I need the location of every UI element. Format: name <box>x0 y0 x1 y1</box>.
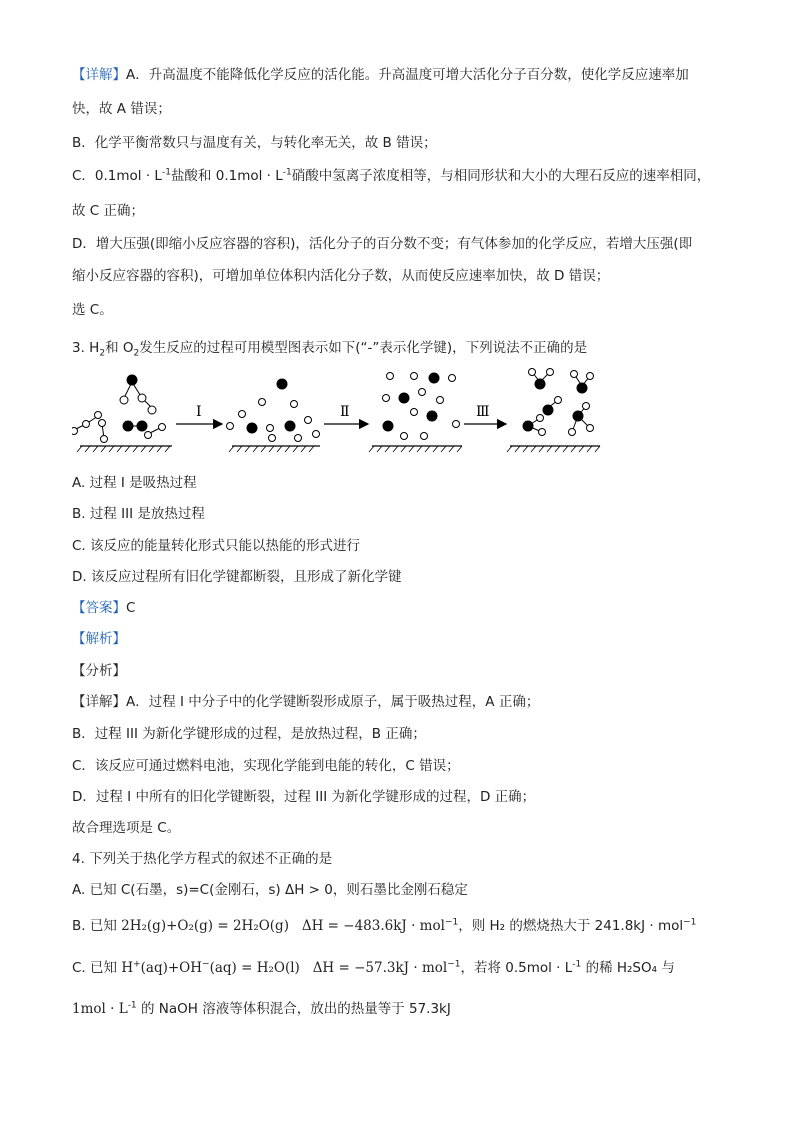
option-d: D. 该反应过程所有旧化学键都断裂，且形成了新化学键 <box>72 569 402 585</box>
question-4-stem: 4. 下列关于热化学方程式的叙述不正确的是 <box>72 851 333 867</box>
q3-detail-1: 【详解】A．过程 I 中分子中的化学键断裂形成原子，属于吸热过程，A 正确； <box>72 694 540 710</box>
option-a: A. 过程 I 是吸热过程 <box>72 475 197 491</box>
q3-detail-2: B．过程 III 为新化学键形成的过程，是放热过程，B 正确； <box>72 726 426 742</box>
question-3-stem: 3. $H_2$和 $O_2$发生反应的过程可用模型图表示如下(“-”表示化学键)，下列说法不正确的是 <box>72 340 588 359</box>
stage-4-atoms <box>523 369 594 436</box>
q4-option-c: C. 已知 H+(aq)+OH−(aq) = H₂O(l) ΔH = −57.3kJ · mol$^{-1}$，若将 $0.5mol \cdot L^{-1}$ 的稀 H₂SO₄ 与 <box>72 959 675 976</box>
detail-line-5: 故 C 正确； <box>72 203 145 219</box>
analysis-label: 【解析】 <box>72 631 126 647</box>
stage-3-atoms <box>383 373 460 440</box>
q4-option-b: B. 已知 2H₂(g)+O₂(g) = 2H₂O(g) ΔH = −483.6kJ · mol$^{-1}$，则 H₂ 的燃烧热大于 241.8kJ · mol$^{-1}$ <box>72 917 697 934</box>
reaction-model-diagram <box>72 368 612 466</box>
stage-2-atoms <box>227 379 320 442</box>
detail-line-6: D．增大压强(即缩小反应容器的容积)，活化分子的百分数不变；有气体参加的化学反应，若增大压强(即 <box>72 236 693 252</box>
detail-line-1: 【详解】A．升高温度不能降低化学反应的活化能。升高温度可增大活化分子百分数，使化学反应速率加 <box>72 67 689 83</box>
detail-line-4: C．$0.1mol \cdot L^{-1}$盐酸和 $0.1mol \cdot L^{-1}$硝酸中氢离子浓度相等，与相同形状和大小的大理石反应的速率相同， <box>72 167 711 184</box>
surface-hatching <box>77 446 600 452</box>
answer-value: C <box>126 600 136 616</box>
detail-line-8: 选 C。 <box>72 302 113 318</box>
q3-detail-3: C．该反应可通过燃料电池，实现化学能到电能的转化，C 错误； <box>72 758 460 774</box>
step-1-label: I <box>196 404 202 420</box>
stage-1-molecules <box>74 380 160 438</box>
q4-option-a: A. 已知 C(石墨，s)=C(金刚石，s) ΔH > 0，则石墨比金刚石稳定 <box>72 882 468 898</box>
detail-line-7: 缩小反应容器的容积)，可增加单位体积内活化分子数，从而使反应速率加快，故 D 错误； <box>72 268 610 284</box>
answer-line <box>72 599 135 617</box>
detail-line-2: 快，故 A 错误； <box>72 101 171 117</box>
q3-detail-4: D．过程 I 中所有的旧化学键断裂，过程 III 为新化学键形成的过程，D 正确； <box>72 789 536 805</box>
option-b: B. 过程 III 是放热过程 <box>72 506 205 522</box>
step-3-label: Ⅲ <box>476 404 490 420</box>
step-2-label: Ⅱ <box>340 404 350 420</box>
q4-option-c-cont: $1mol \cdot L^{-1}$ 的 NaOH 溶液等体积混合，放出的热量等于 57.3kJ <box>72 1000 451 1017</box>
q3-conclusion: 故合理选项是 C。 <box>72 820 181 836</box>
answer-label: 【答案】 <box>72 600 126 616</box>
fenxi-label: 【分析】 <box>72 663 126 679</box>
option-c: C. 该反应的能量转化形式只能以热能的形式进行 <box>72 538 361 554</box>
detail-label: 【详解】 <box>72 67 126 83</box>
detail-line-3: B．化学平衡常数只与温度有关，与转化率无关，故 B 错误； <box>72 135 437 151</box>
